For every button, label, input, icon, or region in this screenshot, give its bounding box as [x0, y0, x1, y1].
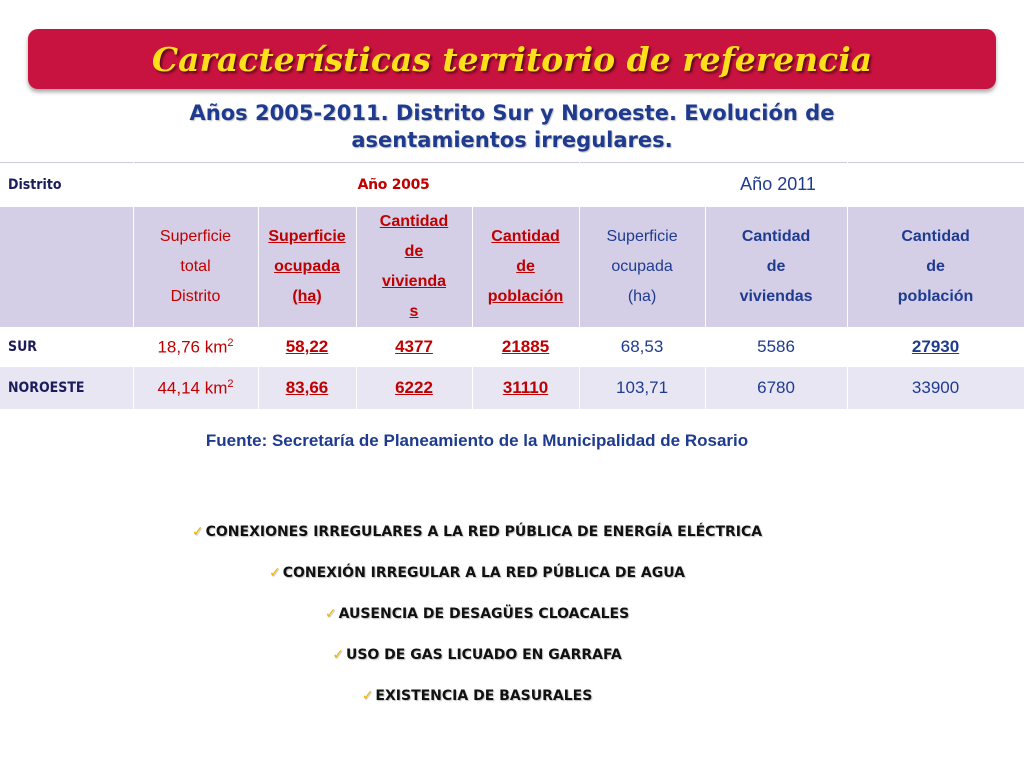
subheader-line: de — [926, 258, 945, 275]
subheader-cantidad-poblacion-2005 — [472, 207, 579, 328]
cell-viviendas-2005: 4377 — [356, 328, 472, 367]
cell-viviendas-2005: 6222 — [356, 367, 472, 410]
slide-title: Características territorio de referencia — [151, 39, 873, 79]
cell-superficie-ocupada-2005: 58,22 — [258, 328, 356, 367]
subheader-empty-cell — [0, 207, 133, 328]
cell-poblacion-2011: 33900 — [847, 367, 1024, 410]
cell-distrito: NOROESTE — [0, 367, 133, 410]
check-icon: ✓ — [332, 647, 344, 663]
header-year-2005-label: Año 2005 — [357, 176, 430, 193]
cell-superficie-exponent: 2 — [227, 336, 234, 349]
subheader-superficie-total — [133, 207, 258, 328]
bullet-list — [0, 524, 954, 729]
cell-poblacion-2005: 21885 — [472, 328, 579, 367]
bullet-text: CONEXIÓN IRREGULAR A LA RED PÚBLICA DE AGUA — [282, 565, 686, 581]
subheader-line: población — [487, 288, 564, 305]
bullet-text: USO DE GAS LICUADO EN GARRAFA — [345, 647, 622, 663]
subheader-line: ocupada — [611, 258, 673, 275]
subheader-cantidad-viviendas-2011 — [705, 207, 847, 328]
cell-superficie-total — [133, 328, 258, 367]
subheader-line: Cantidad — [379, 213, 449, 230]
cell-superficie-ocupada-2005: 83,66 — [258, 367, 356, 410]
source-note: Fuente: Secretaría de Planeamiento de la Municipalidad de Rosario — [205, 431, 749, 450]
subheader-cantidad-viviendas-2005 — [356, 207, 472, 328]
subheader-superficie-ocupada-2011 — [579, 207, 705, 328]
list-item — [0, 688, 954, 729]
subheader-superficie-ocupada-2005 — [258, 207, 356, 328]
bullet-text: CONEXIONES IRREGULARES A LA RED PÚBLICA DE ENERGÍA ELÉCTRICA — [205, 524, 763, 540]
check-icon: ✓ — [191, 524, 204, 540]
check-icon: ✓ — [361, 688, 374, 704]
cell-viviendas-2011: 5586 — [705, 328, 847, 367]
subheader-line: vivienda — [381, 273, 447, 290]
subheader-line: Superficie — [159, 228, 232, 245]
header-year-2005 — [133, 163, 579, 207]
header-empty-cell — [847, 163, 1024, 207]
bullet-text: EXISTENCIA DE BASURALES — [375, 688, 593, 704]
check-icon: ✓ — [324, 606, 337, 622]
subheader-line: Superficie — [606, 228, 678, 245]
slide-subtitle: Años 2005-2011. Distrito Sur y Noroeste. Evolución de asentamientos irregulares. — [189, 101, 835, 152]
subheader-line: viviendas — [739, 288, 813, 305]
list-item — [0, 524, 954, 565]
subheader-cantidad-poblacion-2011 — [847, 207, 1024, 328]
subheader-line: (ha) — [627, 288, 657, 305]
cell-superficie-total-value: 44,14 km — [157, 378, 228, 398]
bullet-text: AUSENCIA DE DESAGÜES CLOACALES — [338, 606, 630, 622]
subheader-line: Distrito — [170, 288, 221, 305]
subheader-line: Cantidad — [491, 228, 560, 245]
cell-superficie-ocupada-2011: 103,71 — [579, 367, 705, 410]
cell-poblacion-2005: 31110 — [472, 367, 579, 410]
subheader-line: población — [897, 288, 974, 305]
subheader-line: de — [766, 258, 786, 275]
table-row-noroeste — [0, 367, 1024, 410]
title-banner — [28, 29, 996, 89]
cell-distrito: SUR — [0, 328, 133, 367]
subheader-line: s — [409, 303, 419, 320]
table-header-row — [0, 163, 1024, 207]
list-item — [0, 647, 954, 688]
subheader-line: (ha) — [292, 288, 322, 305]
cell-superficie-ocupada-2011: 68,53 — [579, 328, 705, 367]
subheader-line: ocupada — [274, 258, 340, 275]
table-row-sur — [0, 328, 1024, 367]
table-subheader-row — [0, 207, 1024, 328]
subheader-line: de — [516, 258, 535, 275]
cell-superficie-total — [133, 367, 258, 410]
subheader-line: Superficie — [268, 228, 346, 245]
header-year-2011 — [579, 163, 847, 207]
cell-superficie-total-value: 18,76 km — [157, 337, 228, 357]
subheader-line: total — [180, 258, 211, 275]
list-item — [0, 565, 954, 606]
header-year-2011-label: Año 2011 — [740, 174, 816, 194]
cell-viviendas-2011: 6780 — [705, 367, 847, 410]
list-item — [0, 606, 954, 647]
subheader-line: Cantidad — [741, 228, 811, 245]
check-icon: ✓ — [268, 565, 281, 581]
data-table — [0, 162, 1024, 410]
subheader-line: de — [404, 243, 424, 260]
subheader-line: Cantidad — [901, 228, 970, 245]
cell-superficie-exponent: 2 — [227, 377, 234, 390]
cell-poblacion-2011: 27930 — [847, 328, 1024, 367]
header-distrito: Distrito — [0, 163, 133, 207]
